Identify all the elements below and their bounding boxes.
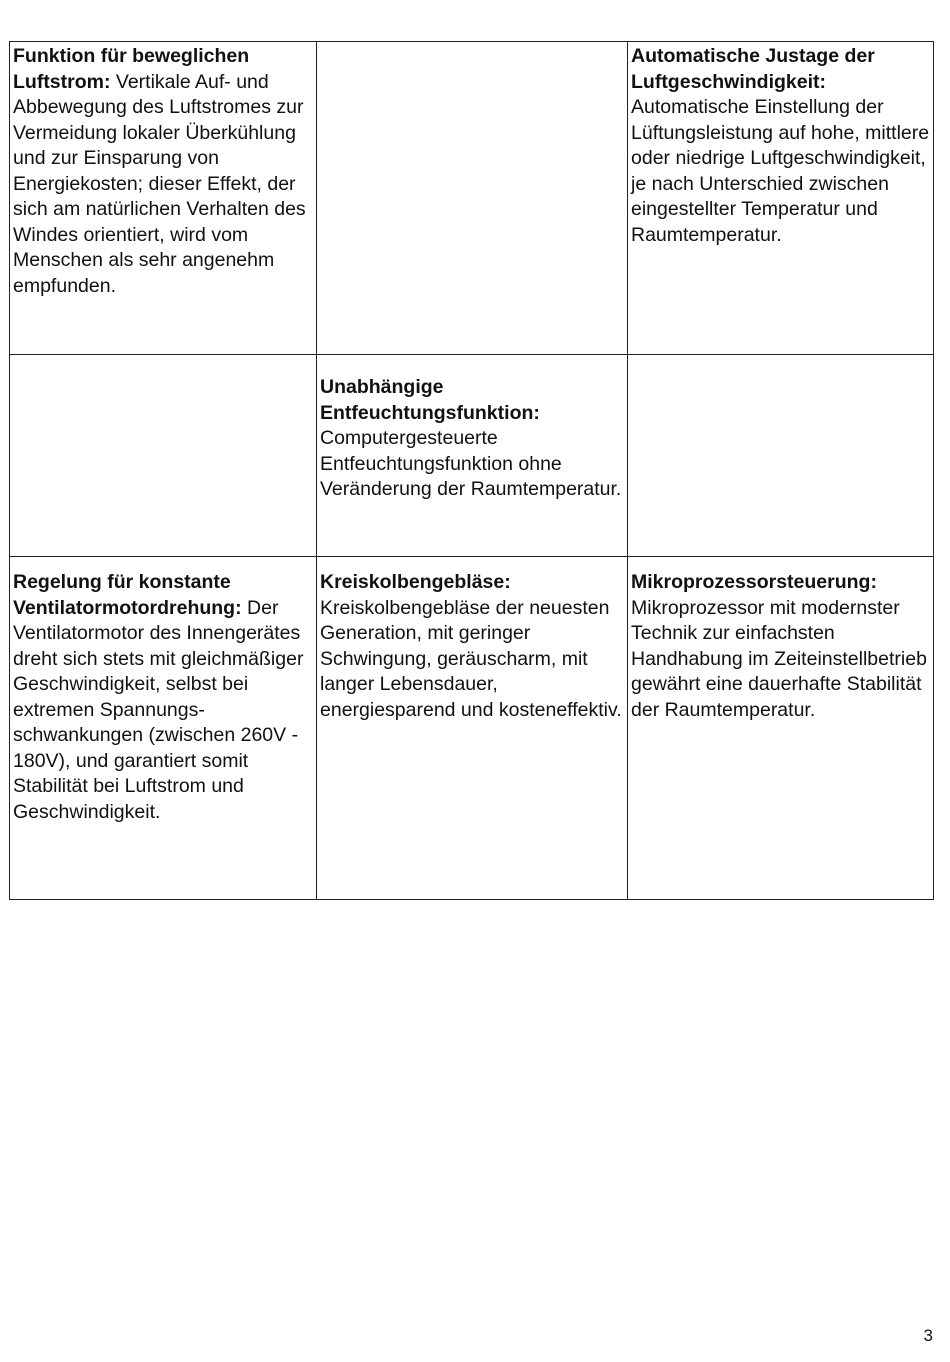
empty-cell bbox=[317, 42, 628, 355]
feature-cell-constant-fan-motor bbox=[10, 557, 317, 900]
feature-cell-dehumidification bbox=[317, 355, 628, 557]
feature-title: Mikroprozessorsteuerung: bbox=[631, 571, 877, 593]
feature-cell-auto-air-speed bbox=[628, 42, 934, 355]
feature-cell-microprocessor bbox=[628, 557, 934, 900]
empty-cell bbox=[10, 355, 317, 557]
feature-text: Vertikale Auf- und Abbewegung des Luftstromes zur Vermeidung lokaler Überkühlung und zur Einsparung von Energiekosten; dieser Effekt, der sich am natürlichen Verhalten des Windes orientiert, wird vom Menschen als sehr angenehm empfunden. bbox=[13, 70, 306, 297]
feature-text: Mikroprozessor mit modernster Technik zur einfachsten Handhabung im Zeiteinstellbetrieb gewährt eine dauerhafte Stabilität der Raumtemperatur. bbox=[631, 596, 927, 721]
table-row bbox=[10, 557, 934, 900]
feature-cell-moving-airflow bbox=[10, 42, 317, 355]
feature-title: Funktion für beweglichen Luftstrom: bbox=[13, 45, 250, 93]
feature-cell-rotary-blower bbox=[317, 557, 628, 900]
feature-title: Kreiskolbengebläse: bbox=[320, 571, 511, 593]
empty-cell bbox=[628, 355, 934, 557]
feature-title: Regelung für konstante Ventilatormotordrehung: bbox=[13, 571, 242, 619]
page-number: 3 bbox=[923, 1326, 933, 1345]
feature-title: Unabhängige Entfeuchtungsfunktion: bbox=[320, 376, 540, 424]
feature-text: Kreiskolbengebläse der neuesten Generation, mit geringer Schwingung, geräuscharm, mit langer Lebensdauer, energiesparend und kosteneffektiv. bbox=[320, 596, 622, 721]
feature-title: Automatische Justage der Luftgeschwindigkeit: bbox=[631, 45, 875, 93]
feature-text: Computergesteuerte Entfeuchtungsfunktion ohne Veränderung der Raumtemperatur. bbox=[320, 427, 622, 500]
table-row bbox=[10, 355, 934, 557]
table-row bbox=[10, 42, 934, 355]
feature-table bbox=[9, 41, 934, 900]
feature-text: Automatische Einstellung der Lüftungsleistung auf hohe, mittlere oder niedrige Luftgeschwindigkeit, je nach Unterschied zwischen eingestellter Temperatur und Raumtemperatur. bbox=[631, 96, 930, 246]
feature-text: Der Ventilatormotor des Innengerätes dreht sich stets mit gleichmäßiger Geschwindigkeit, selbst bei extremen Spannungs-schwankungen (zwischen 260V - 180V), und garantiert somit Stabilität bei Luftstrom und Geschwindigkeit. bbox=[13, 596, 304, 823]
